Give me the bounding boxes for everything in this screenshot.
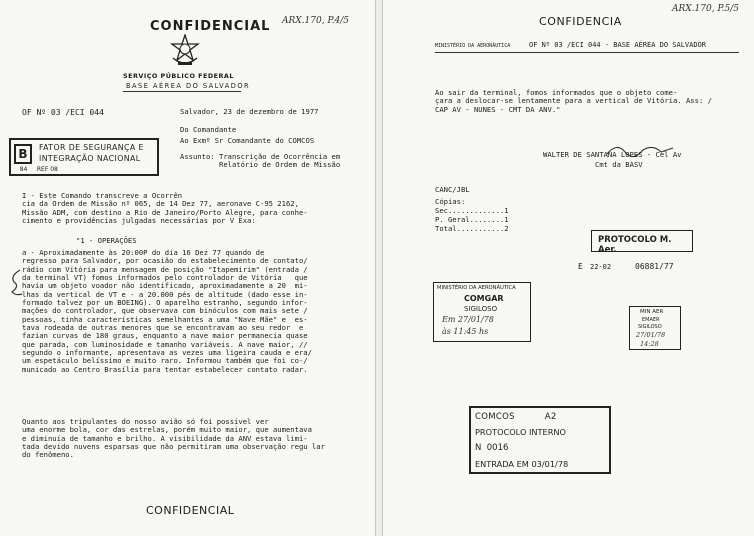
copies-row: P. Geral........1 — [435, 215, 509, 224]
emaer-line-2: EMAER — [642, 317, 660, 323]
comgar-sigiloso: SIGILOSO — [464, 305, 498, 313]
classification-header-right: CONFIDENCIA — [539, 15, 622, 28]
classification-header: CONFIDENCIAL — [150, 19, 271, 34]
entrada-line-2: PROTOCOLO INTERNO — [475, 427, 566, 437]
paragraph-intro: I - Este Comando transcreve a Ocorrên cia da Ordem de Missão nº 065, de 14 Dez 77, aeronave C-95 2162, Missão ADM, com destino a Rio de Janeiro/Porto Alegre, para conhe- cimento e providências julgadas necessárias por V Exa: — [22, 191, 308, 226]
comgar-time: às 11:45 hs — [442, 327, 489, 336]
protocolo-number: 06881/77 — [635, 262, 674, 271]
ministry-line: MINISTÉRIO DA AERONÁUTICA — [435, 43, 511, 49]
coat-of-arms-icon — [169, 34, 201, 68]
entrada-stamp — [469, 406, 611, 474]
paragraph-operations: a - Aproximadamente às 20:00P do dia 16 Dez 77 quando de regresso para Salvador, por ocasião do estabelecimento de contato/ rádio com Vitória para mensagem de posição "Itapemirim" (entrada / da terminal VT) fomos informados pelo controlador de Vitória que havia um objeto voador não identificado, aproximadamente a 20 mi- lhas da vertical de VT e - a 20.000 pés de altitude (dado esse in- formado talvez por um BOEING). O aparelho estranho, segundo infor- mações do controlador, que observava com binóculos com mais sete / pessoas, tinha características semelhantes a uma "Nave Mãe" e es- tava rodeada de outras menores que se encontravam ao seu redor e fazian curvas de 180 graus, enquanto a nave maior permanecia quase que parada, com luminosidade e tamanho variáveis. A nave maior, // segundo o informante, apresentava as vezes uma ligeira cauda e era/ um espetáculo belíssimo e muito raro. Informou também que foi co-/ municado ao Centro Brasília para tentar estabelecer contato radar. — [22, 248, 312, 374]
recipient: Ao Exmº Sr Comandante do COMCOS — [180, 136, 315, 145]
classification-footer: CONFIDENCIAL — [146, 504, 235, 517]
entrada-number: N 0016 — [475, 443, 509, 453]
emaer-line-3: SIGILOSO — [638, 324, 662, 330]
document-page-right — [382, 0, 754, 536]
service-line: SERVIÇO PÚBLICO FEDERAL — [123, 72, 234, 80]
protocolo-prefix: E — [578, 262, 583, 271]
margin-signature-mark — [8, 268, 24, 298]
archive-note: ARX.170, P.4/5 — [282, 16, 350, 26]
emaer-stamp — [629, 306, 681, 350]
copies-row: Sec.............1 — [435, 206, 509, 215]
security-footer: 84 REF 08 — [14, 166, 58, 173]
emaer-date: 27/01/78 — [636, 331, 666, 339]
comgar-ministry: MINISTÉRIO DA AERONÁUTICA — [437, 285, 516, 291]
paragraph-continuation: Ao sair da terminal, fomos informados que o objeto come- çara a deslocar-se lentamente para a vertical de Vitória. Ass: / CAP AV - NUNES - CMT DA ANV." — [435, 88, 712, 114]
section-heading: "1 - OPERAÇÕES — [76, 236, 137, 245]
entrada-date: ENTRADA EM 03/01/78 — [475, 459, 569, 469]
sender: Do Comandante — [180, 125, 237, 134]
signatory-title: Cmt da BASV — [595, 160, 643, 169]
initials: CANC/JBL — [435, 185, 470, 194]
header-rule-right — [435, 52, 739, 53]
signatory-name: WALTER DE SANTANA LOPES - Cel Av — [543, 150, 682, 159]
security-code: B — [14, 144, 32, 164]
security-line-1: FATOR DE SEGURANÇA E — [39, 143, 144, 152]
copies-label: Cópias: — [435, 197, 466, 206]
protocolo-title: PROTOCOLO M. Aer. — [598, 235, 672, 255]
security-line-2: INTEGRAÇÃO NACIONAL — [39, 154, 141, 163]
protocolo-stamp — [591, 230, 693, 255]
reference-number: OF Nº 03 /ECI 044 — [22, 108, 104, 117]
copies-row: Total...........2 — [435, 224, 509, 233]
subject-text: Transcrição de Ocorrência em Relatório de Ordem de Missão — [219, 152, 341, 170]
protocolo-date: 22-02 — [590, 263, 612, 271]
security-stamp — [9, 138, 159, 176]
emaer-line-1: MIN AER — [640, 309, 664, 315]
base-line: BASE AÉREA DO SALVADOR — [126, 82, 251, 90]
document-page-left — [0, 0, 376, 536]
paragraph-crew: Quanto aos tripulantes do nosso avião só foi possível ver uma enorme bola, cor das estrelas, porém muito maior, que aumentava e diminuía de tamanho e brilho. A visibilidade da ANV estava limi- tada devido nuvens esparsas que não permitiram uma observação regu lar do fenômeno. — [22, 417, 325, 460]
comgar-date: Em 27/01/78 — [442, 315, 494, 324]
subject-label: Assunto: — [180, 152, 215, 161]
comgar-stamp — [433, 282, 531, 342]
document-date: Salvador, 23 de dezembro de 1977 — [180, 107, 319, 116]
entrada-line-1: COMCOS A2 — [475, 412, 557, 422]
reference-line-right: OF Nº 03 /ECI 044 - BASE AÉREA DO SALVADOR — [529, 41, 707, 49]
archive-note-right: ARX.170, P.5/5 — [672, 4, 740, 14]
comgar-name: COMGAR — [464, 294, 504, 303]
header-rule — [123, 91, 241, 92]
emaer-time: 14:28 — [640, 340, 659, 348]
